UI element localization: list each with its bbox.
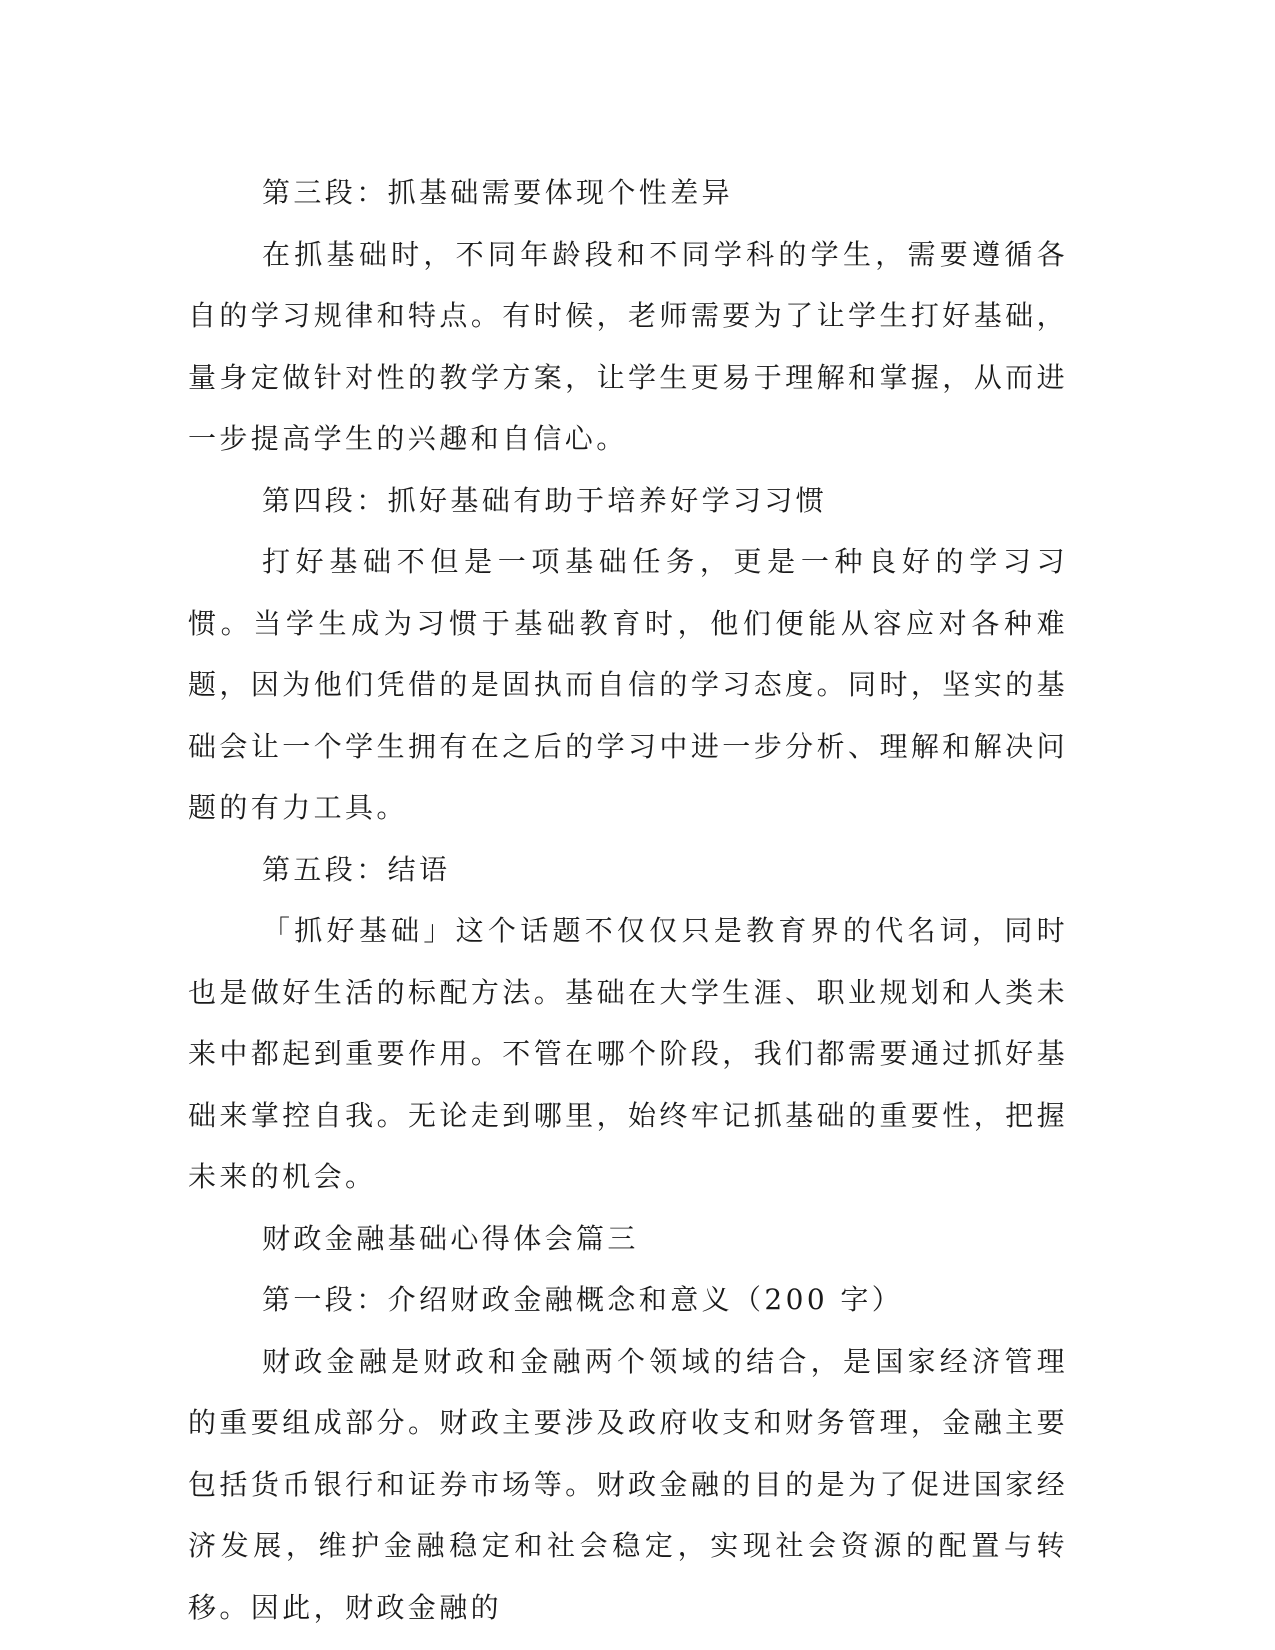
paragraph-text: 在抓基础时，不同年龄段和不同学科的学生，需要遵循各自的学习规律和特点。有时候，老师需要为了让学生打好基础，量身定做针对性的教学方案，让学生更易于理解和掌握，从而进一步提高学生的兴趣和自信心。 — [188, 237, 1068, 455]
article-title: 财政金融基础心得体会篇三 — [262, 1221, 639, 1255]
paragraph-text: 「抓好基础」这个话题不仅仅只是教育界的代名词，同时也是做好生活的标配方法。基础在大学生涯、职业规划和人类未来中都起到重要作用。不管在哪个阶段，我们都需要通过抓好基础来掌控自我。无论走到哪里，始终牢记抓基础的重要性，把握未来的机会。 — [188, 914, 1068, 1193]
paragraph-text: 财政金融是财政和金融两个领域的结合，是国家经济管理的重要组成部分。财政主要涉及政府收支和财务管理，金融主要包括货币银行和证券市场等。财政金融的目的是为了促进国家经济发展，维护金融稳定和社会稳定，实现社会资源的配置与转移。因此，财政金融的 — [188, 1344, 1068, 1624]
document-body — [188, 162, 1068, 1638]
section-heading-5: 第五段：结语 — [262, 852, 451, 886]
section-heading-1: 第一段：介绍财政金融概念和意义（200 字） — [262, 1283, 904, 1316]
section-heading-4: 第四段：抓好基础有助于培养好学习习惯 — [262, 483, 828, 517]
section-heading-3: 第三段：抓基础需要体现个性差异 — [262, 176, 734, 209]
paragraph-text: 打好基础不但是一项基础任务，更是一种良好的学习习惯。当学生成为习惯于基础教育时，他们便能从容应对各种难题，因为他们凭借的是固执而自信的学习态度。同时，坚实的基础会让一个学生拥有在之后的学习中进一步分析、理解和解决问题的有力工具。 — [188, 545, 1068, 824]
